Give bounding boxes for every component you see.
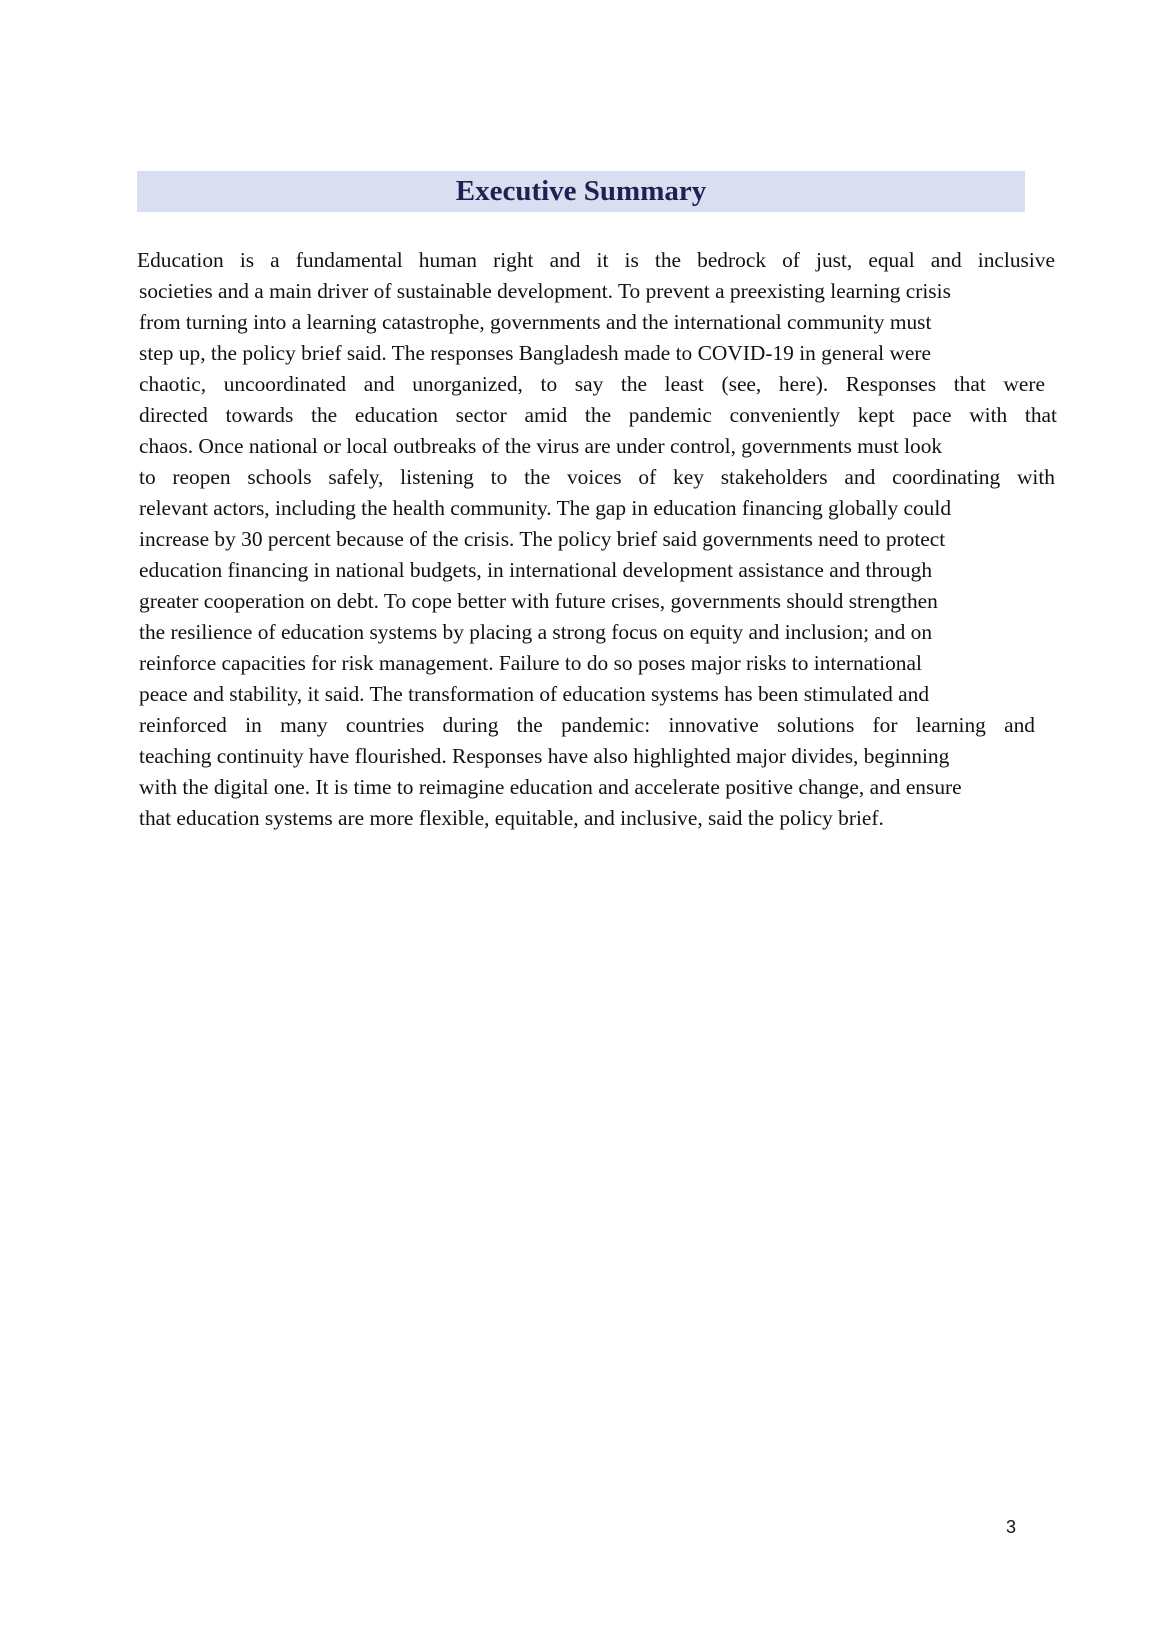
summary-paragraph xyxy=(139,245,1055,834)
paragraph-line: directed towards the education sector amid the pandemic conveniently kept pace with that xyxy=(139,403,1057,427)
paragraph-line: education financing in national budgets, in international development assistance and through xyxy=(139,558,933,582)
page-number: 3 xyxy=(1006,1517,1017,1537)
paragraph-line: greater cooperation on debt. To cope better with future crises, governments should strengthen xyxy=(139,589,938,613)
paragraph-line: chaotic, uncoordinated and unorganized, to say the least (see, here). Responses that were xyxy=(139,372,1045,396)
paragraph-line: increase by 30 percent because of the crisis. The policy brief said governments need to protect xyxy=(139,527,946,551)
paragraph-line: reinforce capacities for risk management. Failure to do so poses major risks to international xyxy=(139,651,922,675)
paragraph-line: from turning into a learning catastrophe, governments and the international community must xyxy=(139,310,932,334)
paragraph-line: to reopen schools safely, listening to the voices of key stakeholders and coordinating with xyxy=(139,465,1055,489)
paragraph-line: teaching continuity have flourished. Responses have also highlighted major divides, beginning xyxy=(139,744,950,768)
executive-summary-heading-band xyxy=(137,171,1025,212)
paragraph-line: societies and a main driver of sustainable development. To prevent a preexisting learning crisis xyxy=(139,279,951,303)
paragraph-line: relevant actors, including the health community. The gap in education financing globally could xyxy=(139,496,952,520)
paragraph-line: peace and stability, it said. The transformation of education systems has been stimulated and xyxy=(139,682,930,706)
paragraph-line: Education is a fundamental human right and it is the bedrock of just, equal and inclusive xyxy=(137,248,1055,272)
paragraph-line: with the digital one. It is time to reimagine education and accelerate positive change, and ensure xyxy=(139,775,962,799)
paragraph-line: the resilience of education systems by placing a strong focus on equity and inclusion; and on xyxy=(139,620,933,644)
paragraph-line: that education systems are more flexible, equitable, and inclusive, said the policy brief. xyxy=(139,806,884,830)
paragraph-line: reinforced in many countries during the pandemic: innovative solutions for learning and xyxy=(139,713,1035,737)
paragraph-line: chaos. Once national or local outbreaks of the virus are under control, governments must look xyxy=(139,434,943,458)
paragraph-line: step up, the policy brief said. The responses Bangladesh made to COVID-19 in general were xyxy=(139,341,932,365)
page-title: Executive Summary xyxy=(455,174,707,207)
